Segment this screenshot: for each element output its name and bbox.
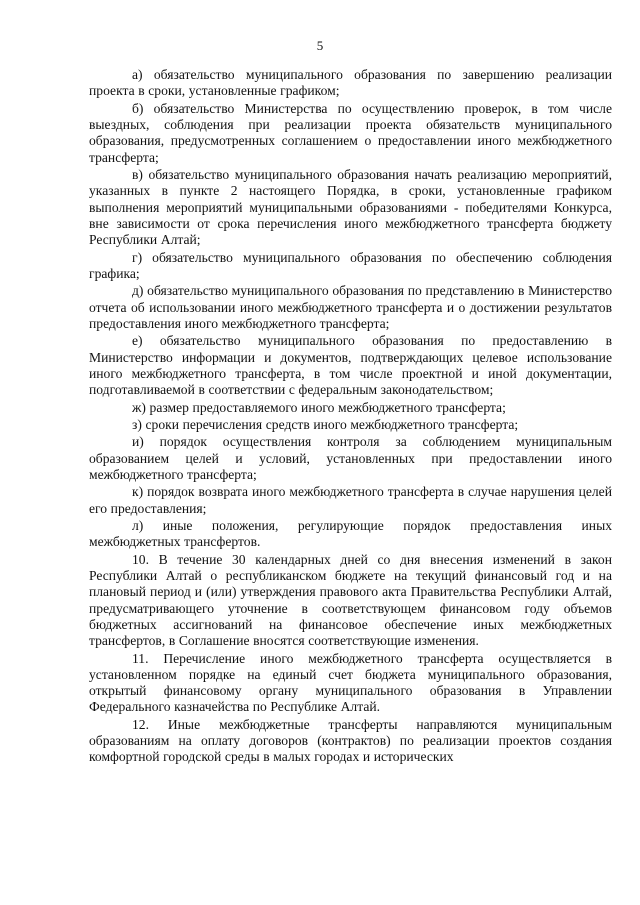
paragraph-11: 11. Перечисление иного межбюджетного трансферта осуществляется в установленном порядке на единый счет бюджета муниципального образования, открытый финансовому органу муниципального образования в Управлении Федерального казначейства по Республике Алтай.	[89, 650, 612, 715]
paragraph-l: л) иные положения, регулирующие порядок предоставления иных межбюджетных трансфертов.	[89, 517, 612, 550]
page-number: 5	[316, 38, 324, 53]
paragraph-g: г) обязательство муниципального образования по обеспечению соблюдения графика;	[89, 249, 612, 281]
paragraph-zh: ж) размер предоставляемого иного межбюджетного трансферта;	[132, 399, 506, 415]
paragraph-a: а) обязательство муниципального образования по завершению реализации проекта в сроки, установленные графиком;	[89, 67, 612, 99]
paragraph-i: и) порядок осуществления контроля за соблюдением муниципальным образованием целей и условий, установленных при предоставлении иного межбюджетного трансферта;	[89, 434, 612, 482]
paragraph-10: 10. В течение 30 календарных дней со дня внесения изменений в закон Республики Алтай о республиканском бюджете на текущий финансовый год и на плановый период и (или) утверждения правового акта Правительства Республики Алтай, предусматривающего уточнение в соответствующем финансовом году объемов бюджетных ассигнований на финансовое обеспечение иных межбюджетных трансфертов, в Соглашение вносятся соответствующие изменения.	[89, 551, 612, 649]
paragraph-b: б) обязательство Министерства по осуществлению проверок, в том числе выездных, соблюдения при реализации проекта обязательств муниципального образования, предусмотренных соглашением о предоставлении иного межбюджетного трансферта;	[89, 100, 612, 165]
paragraph-12: 12. Иные межбюджетные трансферты направляются муниципальным образованиям на оплату договоров (контрактов) по реализации проектов создания комфортной городской среды в малых городах и исторических	[89, 716, 612, 765]
paragraph-k: к) порядок возврата иного межбюджетного трансферта в случае нарушения целей его предоставления;	[89, 484, 612, 516]
paragraph-z: з) сроки перечисления средств иного межбюджетного трансферта;	[132, 416, 519, 432]
paragraph-v: в) обязательство муниципального образования начать реализацию мероприятий, указанных в пункте 2 настоящего Порядка, в сроки, установленные графиком выполнения мероприятий муниципальными образованиями - победителями Конкурса, вне зависимости от срока перечисления иного межбюджетного трансферта бюджету Республики Алтай;	[89, 166, 612, 248]
document-body	[89, 67, 612, 767]
paragraph-e: е) обязательство муниципального образования по предоставлению в Министерство информации и документов, подтверждающих целевое использование иного межбюджетного трансферта, в том числе проектной и иной документации, подготавливаемой в соответствии с федеральным законодательством;	[89, 333, 612, 398]
paragraph-d: д) обязательство муниципального образования по представлению в Министерство отчета об использовании иного межбюджетного трансферта и о достижении результатов предоставления иного межбюджетного трансферта;	[89, 283, 612, 331]
